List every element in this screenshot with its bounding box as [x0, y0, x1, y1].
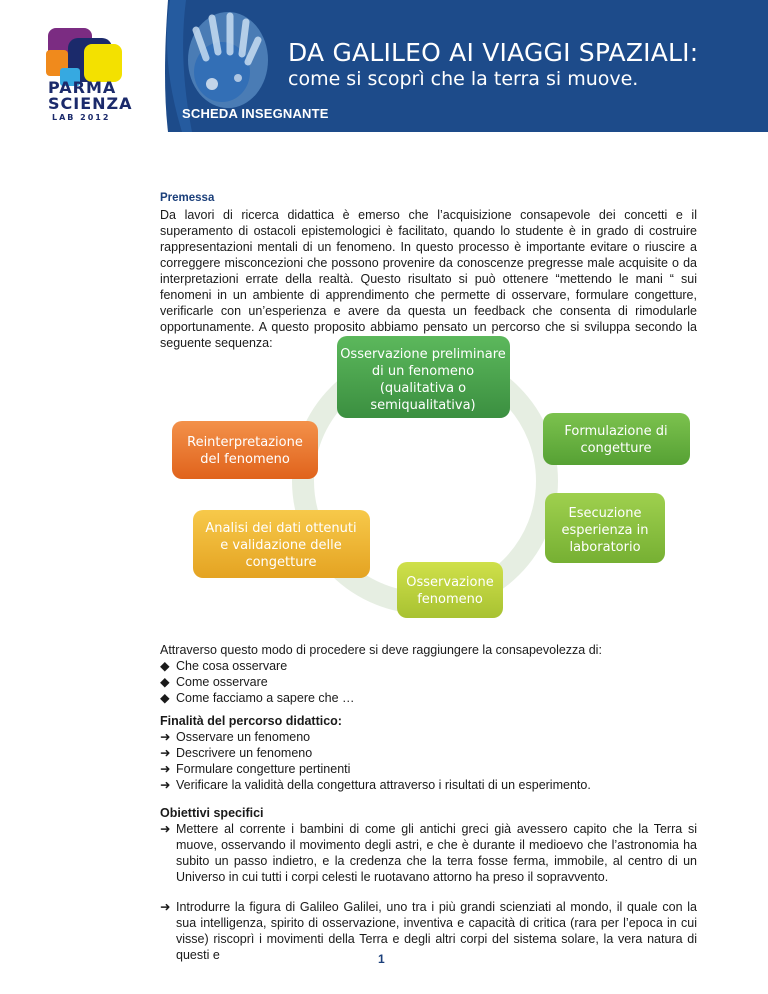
list-item	[160, 729, 697, 745]
list-item	[160, 777, 697, 793]
list-item	[160, 761, 697, 777]
list-item	[160, 821, 697, 885]
cycle-step-6-line-1: Reinterpretazione	[187, 435, 303, 450]
finalita-list	[160, 729, 697, 793]
finalita-heading: Finalità del percorso didattico:	[160, 714, 342, 728]
premessa-body: Da lavori di ricerca didattica è emerso che l’acquisizione consapevole dei concetti e il superamento di ostacoli epistemologici è facilitato, quando lo studente è in grado di costruire rappresentazioni mentali di un fenomeno. In questo processo è importante evitare o riuscire a correggere misconcezioni che possono provenire da conoscenze pregresse male acquisite o da interpretazioni errate della realtà. Questo risultato si può ottenere “mettendo le mani “ sui fenomeni in un ambiente di apprendimento che permette di osservare, formulare congetture, verificarle con un’esperienza e avere da questa un feedback che consenta di rimodularle opportunamente. A questo proposito abbiamo pensato un percorso che si sviluppa secondo la seguente sequenza:	[160, 208, 697, 350]
awareness-list	[160, 658, 697, 706]
obiettivi-list	[160, 821, 697, 963]
arrow-bullet-icon: ➜	[160, 762, 171, 776]
cycle-step-5-line-2: e validazione delle	[220, 538, 342, 553]
arrow-bullet-icon: ➜	[160, 900, 171, 914]
cycle-step-2-line-1: Formulazione di	[564, 424, 668, 439]
logo-text-scienza: SCIENZA	[48, 94, 133, 113]
arrow-bullet-icon: ➜	[160, 730, 171, 744]
list-item-text: Che cosa osservare	[176, 659, 288, 673]
obiettivi-section	[160, 805, 697, 963]
cycle-step-3-line-2: esperienza in	[561, 523, 649, 538]
diamond-bullet-icon: ◆	[160, 675, 170, 689]
page-number: 1	[378, 952, 385, 966]
cycle-step-4-line-2: fenomeno	[417, 592, 483, 607]
list-item-text: Osservare un fenomeno	[176, 730, 311, 744]
list-item-text: Come facciamo a sapere che …	[176, 691, 355, 705]
cycle-step-1-line-2: di un fenomeno	[371, 364, 475, 379]
cycle-step-6	[172, 421, 318, 479]
list-item-text: Verificare la validità della congettura attraverso i risultati di un esperimento.	[176, 778, 591, 792]
cycle-step-3	[545, 493, 665, 563]
document-subtitle: come si scoprì che la terra si muove.	[288, 68, 639, 90]
cycle-step-4	[397, 562, 503, 618]
logo-text-lab: LAB 2012	[52, 113, 111, 122]
arrow-bullet-icon: ➜	[160, 822, 171, 836]
scheda-label: SCHEDA INSEGNANTE	[182, 106, 329, 121]
hand-globe-illustration	[188, 12, 268, 108]
awareness-section	[160, 642, 697, 706]
cycle-step-2	[543, 413, 690, 465]
arrow-bullet-icon: ➜	[160, 746, 171, 760]
obiettivi-heading: Obiettivi specifici	[160, 806, 264, 820]
premessa-heading: Premessa	[160, 192, 215, 204]
list-item-text: Formulare congetture pertinenti	[176, 762, 351, 776]
awareness-intro: Attraverso questo modo di procedere si deve raggiungere la consapevolezza di:	[160, 643, 602, 657]
cycle-step-6-line-2: del fenomeno	[200, 452, 290, 467]
list-item	[160, 658, 697, 674]
cycle-step-1-line-1: Osservazione preliminare	[340, 347, 506, 362]
cycle-step-5-line-1: Analisi dei dati ottenuti	[205, 521, 357, 536]
cycle-step-3-line-1: Esecuzione	[568, 506, 642, 521]
cycle-step-1-line-3: (qualitativa o	[379, 381, 467, 396]
finalita-section	[160, 713, 697, 793]
diamond-bullet-icon: ◆	[160, 659, 170, 673]
list-item-text: Descrivere un fenomeno	[176, 746, 313, 760]
cycle-step-2-line-2: congetture	[580, 441, 652, 456]
cycle-step-1-line-4: semiqualitativa)	[370, 398, 476, 413]
list-item-text: Come osservare	[176, 675, 268, 689]
list-item	[160, 745, 697, 761]
list-item-text: Introdurre la figura di Galileo Galilei, uno tra i più grandi scienziati al mondo, il quale con la sua intelligenza, spirito di osservazione, inventiva e capacità di critica (rara per l’epoca in cui visse) riscoprì i movimenti della Terra e degli altri corpi del sistema solare, la vera natura di questi e	[176, 900, 697, 962]
header-band	[0, 0, 768, 180]
cycle-step-4-line-1: Osservazione	[406, 575, 494, 590]
list-item-text: Mettere al corrente i bambini di come gli antichi greci già avessero capito che la Terra si muove, osservando il movimento degli astri, e che è durante il medioevo che l’astronomia ha subito un passo indietro, e la credenza che la terra fosse ferma, immobile, al centro di un Universo in cui tutti i corpi celesti le ruotavano attorno ha preso il sopravvento.	[176, 822, 697, 884]
list-item	[160, 674, 697, 690]
arrow-bullet-icon: ➜	[160, 778, 171, 792]
cycle-diagram-svg	[160, 333, 697, 625]
cycle-step-5-line-3: congetture	[245, 555, 317, 570]
list-item	[160, 899, 697, 963]
cycle-step-1	[337, 336, 510, 418]
cycle-step-3-line-3: laboratorio	[569, 540, 641, 555]
diamond-bullet-icon: ◆	[160, 691, 170, 705]
logo-text-parma: PARMA	[48, 78, 117, 97]
cycle-step-5	[193, 510, 370, 578]
document-title: DA GALILEO AI VIAGGI SPAZIALI:	[288, 38, 699, 67]
cycle-diagram	[160, 333, 697, 625]
list-item	[160, 690, 697, 706]
